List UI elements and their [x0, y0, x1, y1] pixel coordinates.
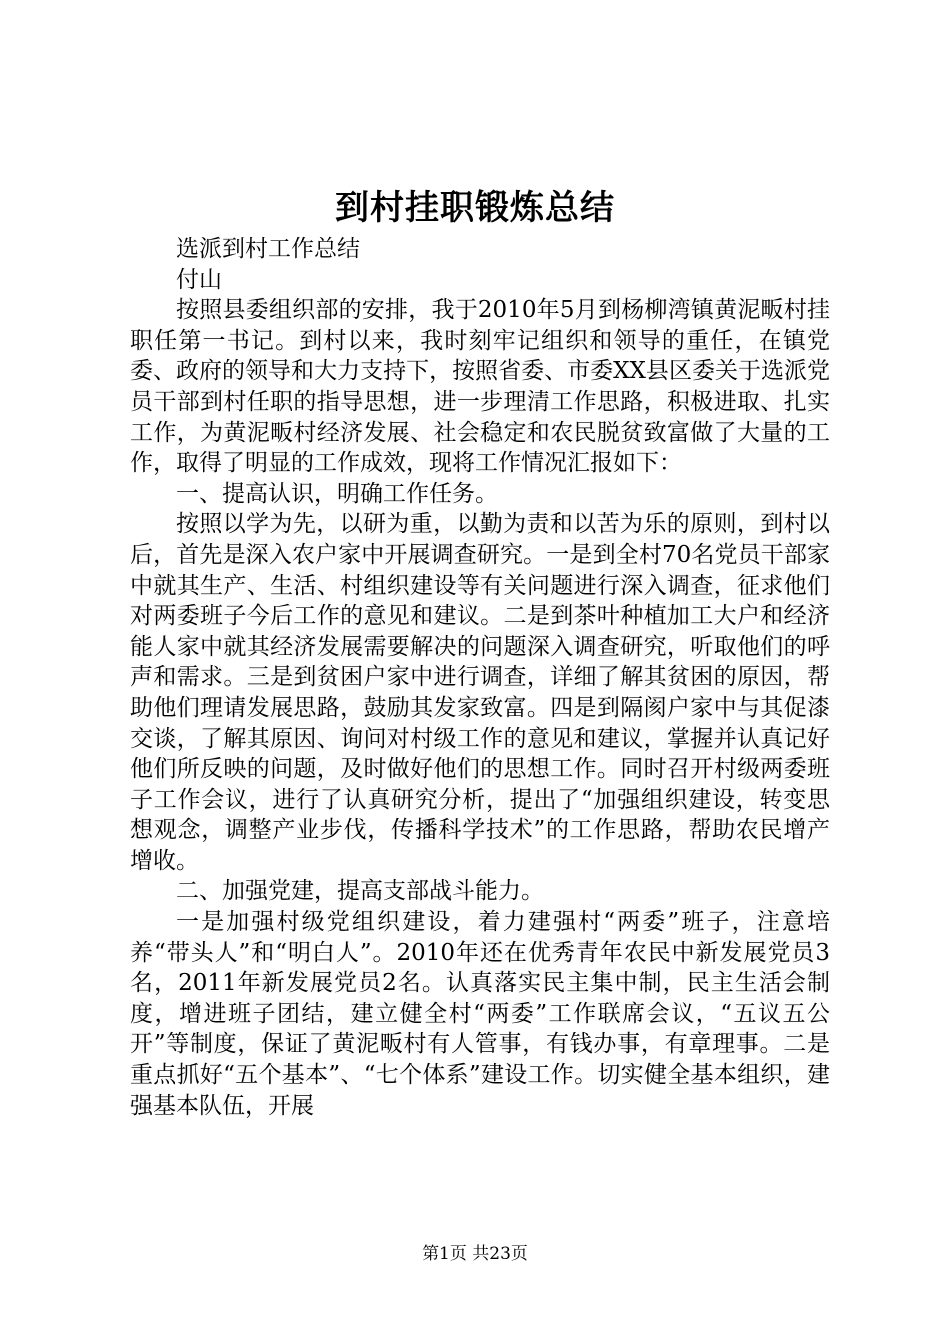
page-number-footer: 第1页 共23页: [422, 1244, 528, 1264]
author-paragraph: 付山: [176, 266, 222, 293]
section-1-paragraph: 按照以学为先，以研为重，以勤为责和以苦为乐的原则，到村以后，首先是深入农户家中开展调查研究。一是到全村70名党员干部家中就其生产、生活、村组织建设等有关问题进行深入调查，征求他们对两委班子今后工作的意见和建议。二是到茶叶种植加工大户和经济能人家中就其经济发展需要解决的问题深入调查研究，听取他们的呼声和需求。三是到贫困户家中进行调查，详细了解其贫困的原因，帮助他们理请发展思路，鼓励其发家致富。四是到隔阂户家中与其促漆交谈，了解其原因、询问对村级工作的意见和建议，掌握并认真记好他们所反映的问题，及时做好他们的思想工作。同时召开村级两委班子工作会议，进行了认真研究分析，提出了“加强组织建设，转变思想观念，调整产业步伐，传播科学技术”的工作思路，帮助农民增产增收。: [130, 511, 830, 874]
section-heading-1: 一、提高认识，明确工作任务。: [176, 480, 498, 507]
intro-paragraph: 按照县委组织部的安排，我于2010年5月到杨柳湾镇黄泥畈村挂职任第一书记。到村以来，我时刻牢记组织和领导的重任，在镇党委、政府的领导和大力支持下，按照省委、市委XX县区委关于选派党员干部到村任职的指导思想，进一步理清工作思路，积极进取、扎实工作，为黄泥畈村经济发展、社会稳定和农民脱贫致富做了大量的工作，取得了明显的工作成效，现将工作情况汇报如下：: [130, 297, 830, 477]
document-body: [130, 234, 830, 1121]
document-title: 到村挂职锻炼总结: [335, 188, 615, 228]
section-heading-2: 二、加强党建，提高支部战斗能力。: [176, 878, 544, 905]
subtitle-paragraph: 选派到村工作总结: [176, 236, 360, 262]
section-2-paragraph: 一是加强村级党组织建设，着力建强村“两委”班子，注意培养“带头人”和“明白人”。2010年还在优秀青年农民中新发展党员3名，2011年新发展党员2名。认真落实民主集中制，民主生活会制度，增进班子团结，建立健全村“两委”工作联席会议，“五议五公开”等制度，保证了黄泥畈村有人管事，有钱办事，有章理事。二是重点抓好“五个基本”、“七个体系”建设工作。切实健全基本组织，建强基本队伍，开展: [130, 909, 830, 1119]
